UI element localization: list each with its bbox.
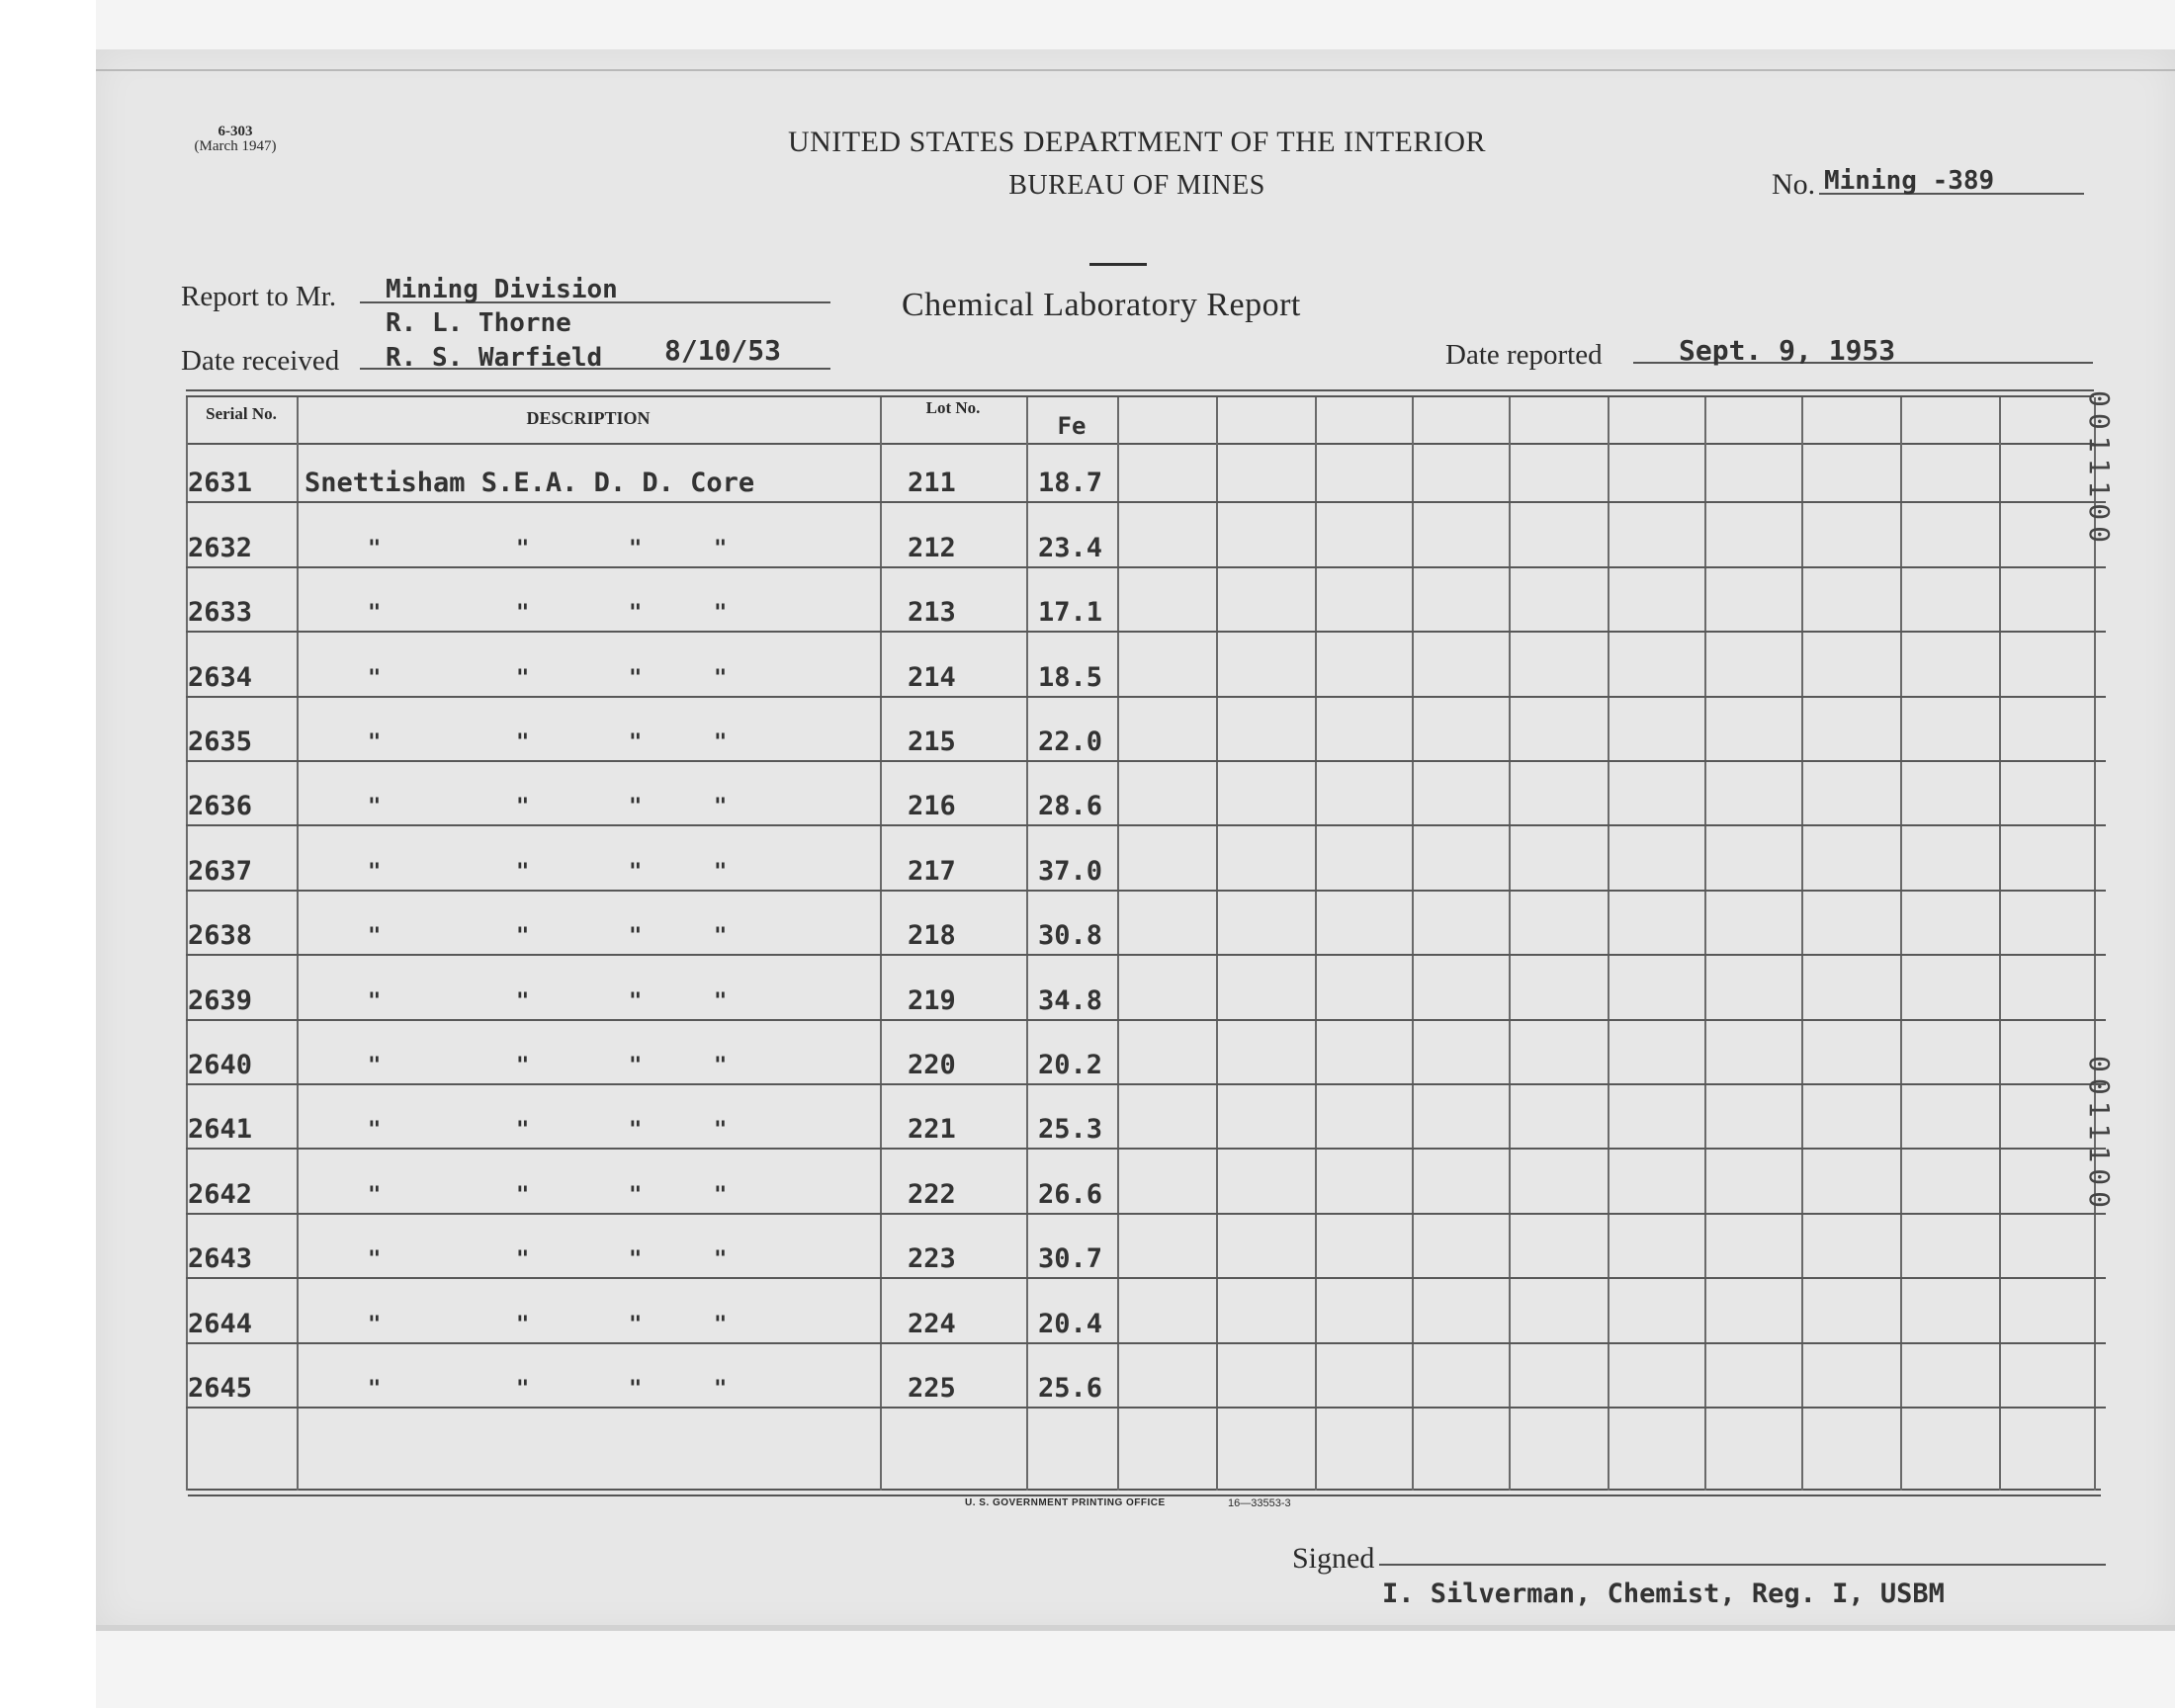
table-row-rule <box>186 566 2106 568</box>
ditto-mark: " <box>516 1313 530 1337</box>
table-column-rule <box>1026 397 1028 1491</box>
table-column-rule <box>1801 397 1803 1491</box>
serial-number: 2645 <box>188 1373 253 1404</box>
ditto-mark: " <box>368 860 382 885</box>
ditto-mark: " <box>714 795 728 819</box>
report-to-label: Report to Mr. <box>181 281 337 312</box>
ditto-mark: " <box>714 989 728 1014</box>
signature-line <box>1379 1564 2106 1566</box>
ditto-mark: " <box>516 730 530 755</box>
table-column-rule <box>1704 397 1706 1491</box>
report-title: Chemical Laboratory Report <box>902 287 1301 323</box>
ditto-mark: " <box>516 860 530 885</box>
title-rule <box>1089 263 1147 266</box>
ditto-mark: " <box>629 537 643 561</box>
ditto-mark: " <box>516 989 530 1014</box>
table-row-rule <box>186 1083 2106 1085</box>
ditto-mark: " <box>629 1247 643 1272</box>
table-row-rule <box>186 760 2106 762</box>
ditto-mark: " <box>714 860 728 885</box>
description-header: DESCRIPTION <box>526 408 651 428</box>
serial-number: 2644 <box>188 1309 253 1339</box>
ditto-mark: " <box>629 666 643 691</box>
table-top-rule-2 <box>186 395 2094 397</box>
lot-number: 217 <box>908 856 956 887</box>
ditto-mark: " <box>368 1183 382 1208</box>
ditto-mark: " <box>714 730 728 755</box>
serial-number: 2642 <box>188 1179 253 1210</box>
table-row-rule <box>186 631 2106 633</box>
ditto-mark: " <box>516 601 530 626</box>
table-row-rule <box>186 501 2106 503</box>
report-to-value-1: Mining Division <box>386 275 618 304</box>
ditto-mark: " <box>629 1377 643 1402</box>
ditto-mark: " <box>368 1054 382 1078</box>
ditto-mark: " <box>629 1118 643 1143</box>
fe-value: 26.6 <box>1038 1179 1103 1210</box>
lot-number: 214 <box>908 662 956 693</box>
scan-margin <box>0 0 96 1708</box>
ditto-mark: " <box>368 601 382 626</box>
serial-number: 2643 <box>188 1243 253 1274</box>
ditto-mark: " <box>516 1054 530 1078</box>
table-column-rule <box>1216 397 1218 1491</box>
lot-number: 211 <box>908 468 956 498</box>
table-row-rule <box>186 1213 2106 1215</box>
ditto-mark: " <box>714 1313 728 1337</box>
lot-number: 221 <box>908 1114 956 1145</box>
date-received-value: 8/10/53 <box>664 334 782 367</box>
ditto-mark: " <box>516 1247 530 1272</box>
lot-number: 216 <box>908 791 956 821</box>
ditto-mark: " <box>714 601 728 626</box>
ditto-mark: " <box>629 795 643 819</box>
ditto-mark: " <box>516 1118 530 1143</box>
table-column-rule <box>1117 397 1119 1491</box>
microfilm-code-lower: 0011100 <box>2083 1056 2116 1215</box>
date-reported-value: Sept. 9, 1953 <box>1679 334 1896 367</box>
lot-number: 219 <box>908 985 956 1016</box>
ditto-mark: " <box>714 1054 728 1078</box>
table-column-rule <box>1608 397 1610 1491</box>
ditto-mark: " <box>368 795 382 819</box>
serial-number: 2633 <box>188 597 253 628</box>
table-column-rule <box>880 397 882 1491</box>
table-top-rule <box>186 389 2094 391</box>
fe-value: 23.4 <box>1038 533 1103 563</box>
signer-name: I. Silverman, Chemist, Reg. I, USBM <box>1382 1579 1945 1609</box>
lot-number: 223 <box>908 1243 956 1274</box>
fe-value: 18.5 <box>1038 662 1103 693</box>
table-column-rule <box>297 397 299 1491</box>
sheet-bottom-edge <box>96 1625 2175 1631</box>
serial-number: 2634 <box>188 662 253 693</box>
lot-number: 213 <box>908 597 956 628</box>
ditto-mark: " <box>629 1313 643 1337</box>
fe-value: 34.8 <box>1038 985 1103 1016</box>
table-column-rule <box>1999 397 2001 1491</box>
serial-number: 2639 <box>188 985 253 1016</box>
table-column-rule <box>1315 397 1317 1491</box>
report-to-value-3: R. S. Warfield <box>386 343 603 373</box>
lot-number: 212 <box>908 533 956 563</box>
table-row-rule <box>186 1342 2106 1344</box>
department-heading: UNITED STATES DEPARTMENT OF THE INTERIOR <box>787 126 1487 158</box>
lot-number: 225 <box>908 1373 956 1404</box>
ditto-mark: " <box>714 924 728 949</box>
lot-header: Lot No. <box>925 398 981 417</box>
ditto-mark: " <box>368 989 382 1014</box>
ditto-mark: " <box>714 666 728 691</box>
serial-number: 2631 <box>188 468 253 498</box>
ditto-mark: " <box>368 1118 382 1143</box>
serial-number: 2637 <box>188 856 253 887</box>
table-column-rule <box>1509 397 1511 1491</box>
printing-code: 16—33553-3 <box>1228 1497 1291 1509</box>
ditto-mark: " <box>714 537 728 561</box>
serial-number: 2635 <box>188 726 253 757</box>
ditto-mark: " <box>368 537 382 561</box>
date-received-label: Date received <box>181 345 340 377</box>
ditto-mark: " <box>629 924 643 949</box>
table-column-rule <box>2094 397 2096 1491</box>
fe-value: 20.2 <box>1038 1050 1103 1080</box>
lot-number: 220 <box>908 1050 956 1080</box>
fe-value: 20.4 <box>1038 1309 1103 1339</box>
fe-value: 25.6 <box>1038 1373 1103 1404</box>
ditto-mark: " <box>368 666 382 691</box>
table-bottom-rule <box>188 1489 2101 1491</box>
microfilm-code-upper: 0011100 <box>2083 390 2116 550</box>
table-column-rule <box>1412 397 1414 1491</box>
ditto-mark: " <box>516 1183 530 1208</box>
ditto-mark: " <box>629 601 643 626</box>
fe-value: 37.0 <box>1038 856 1103 887</box>
fe-value: 17.1 <box>1038 597 1103 628</box>
ditto-mark: " <box>516 537 530 561</box>
ditto-mark: " <box>368 1247 382 1272</box>
table-row-rule <box>186 1277 2106 1279</box>
report-number-label: No. <box>1772 168 1816 201</box>
serial-number: 2638 <box>188 920 253 951</box>
ditto-mark: " <box>629 730 643 755</box>
serial-number: 2636 <box>188 791 253 821</box>
ditto-mark: " <box>368 730 382 755</box>
form-number: 6-303 <box>218 124 253 139</box>
sample-description: Snettisham S.E.A. D. D. Core <box>304 468 755 498</box>
serial-number: 2640 <box>188 1050 253 1080</box>
report-to-value-2: R. L. Thorne <box>386 308 571 338</box>
ditto-mark: " <box>368 1377 382 1402</box>
ditto-mark: " <box>629 1183 643 1208</box>
fe-value: 30.8 <box>1038 920 1103 951</box>
signed-label: Signed <box>1292 1542 1375 1575</box>
fe-value: 18.7 <box>1038 468 1103 498</box>
table-row-rule <box>186 824 2106 826</box>
form-number-block <box>181 125 290 154</box>
ditto-mark: " <box>368 1313 382 1337</box>
ditto-mark: " <box>516 666 530 691</box>
ditto-mark: " <box>714 1247 728 1272</box>
fe-value: 22.0 <box>1038 726 1103 757</box>
printing-office: U. S. GOVERNMENT PRINTING OFFICE <box>965 1497 1166 1508</box>
ditto-mark: " <box>629 860 643 885</box>
fe-value: 28.6 <box>1038 791 1103 821</box>
table-header-rule <box>186 443 2094 445</box>
ditto-mark: " <box>368 924 382 949</box>
table-row-rule <box>186 1148 2106 1150</box>
bureau-heading: BUREAU OF MINES <box>1008 170 1265 201</box>
table-row-rule <box>186 890 2106 892</box>
ditto-mark: " <box>629 989 643 1014</box>
lot-number: 215 <box>908 726 956 757</box>
ditto-mark: " <box>629 1054 643 1078</box>
lot-number: 222 <box>908 1179 956 1210</box>
table-row-rule <box>186 1407 2106 1409</box>
table-bottom-rule-2 <box>188 1494 2101 1496</box>
date-reported-label: Date reported <box>1445 339 1603 371</box>
fe-value: 25.3 <box>1038 1114 1103 1145</box>
fe-header: Fe <box>1057 412 1087 440</box>
lot-number: 218 <box>908 920 956 951</box>
serial-number: 2641 <box>188 1114 253 1145</box>
ditto-mark: " <box>516 924 530 949</box>
report-number-value: Mining -389 <box>1824 166 1995 196</box>
lot-number: 224 <box>908 1309 956 1339</box>
ditto-mark: " <box>516 1377 530 1402</box>
table-row-rule <box>186 1019 2106 1021</box>
serial-number: 2632 <box>188 533 253 563</box>
table-row-rule <box>186 954 2106 956</box>
fe-value: 30.7 <box>1038 1243 1103 1274</box>
sheet-top-edge <box>96 69 2175 71</box>
serial-header: Serial No. <box>206 404 277 423</box>
ditto-mark: " <box>714 1183 728 1208</box>
table-row-rule <box>186 696 2106 698</box>
ditto-mark: " <box>714 1377 728 1402</box>
form-date: (March 1947) <box>194 138 277 154</box>
table-column-rule <box>1900 397 1902 1491</box>
ditto-mark: " <box>714 1118 728 1143</box>
ditto-mark: " <box>516 795 530 819</box>
